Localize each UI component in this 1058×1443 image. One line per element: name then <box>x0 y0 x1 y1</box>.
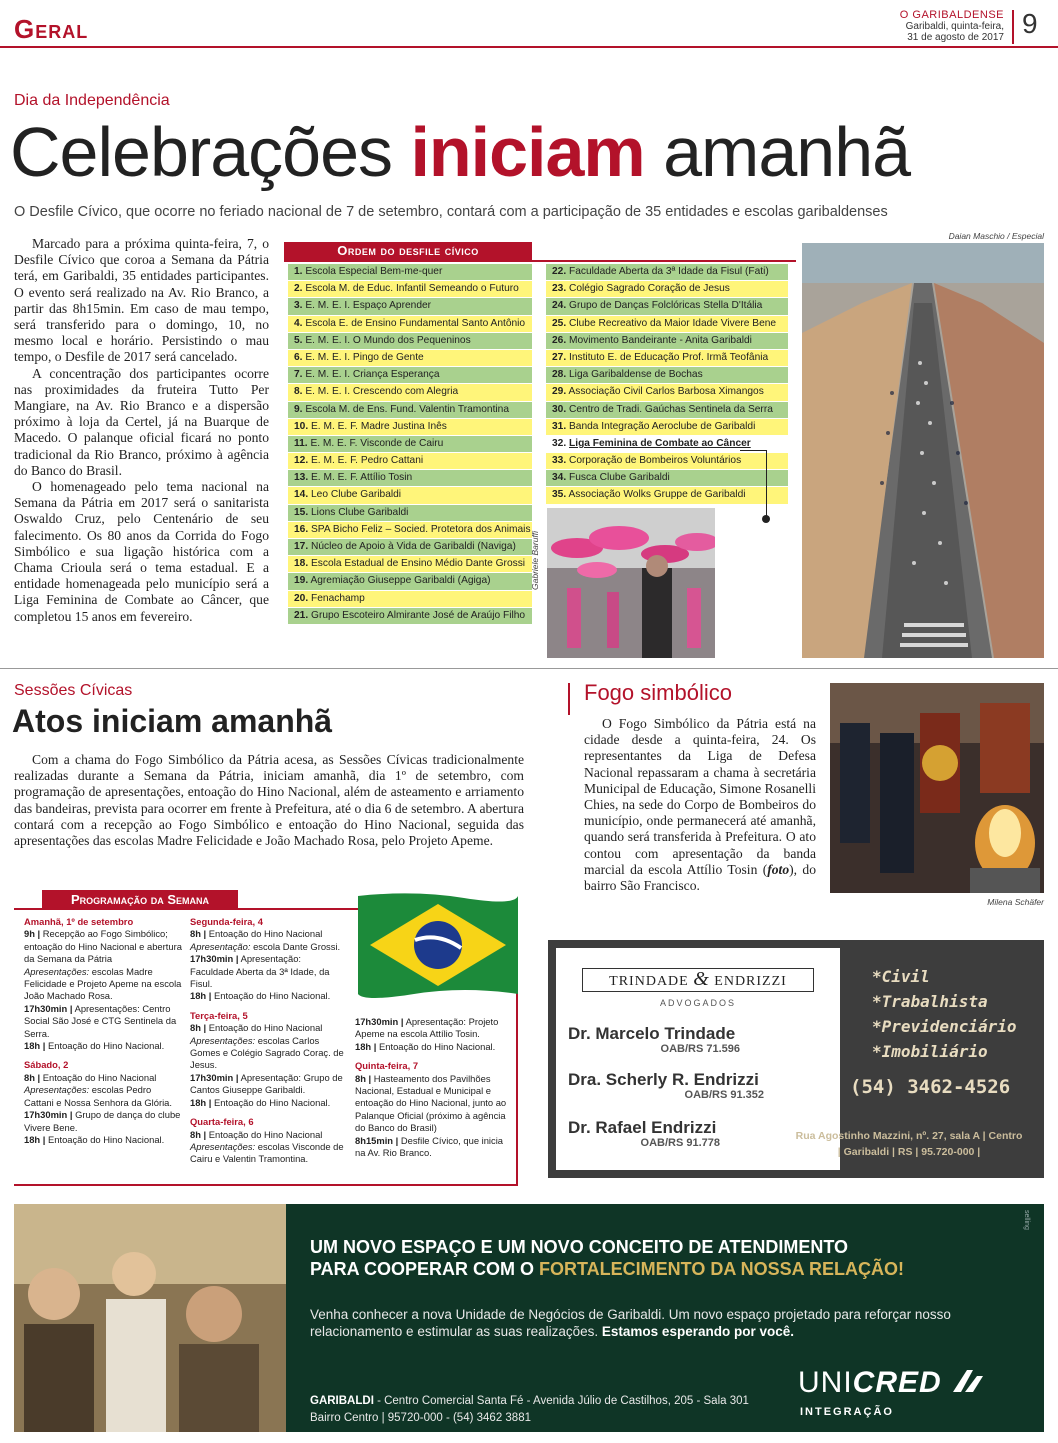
schedule-text: escolas Carlos Gomes e Colégio Sagrado Coraç. de Jesus. <box>190 1034 344 1071</box>
order-entity: Colégio Sagrado Coração de Jesus <box>569 283 730 295</box>
schedule-day: Quarta-feira, 6 <box>190 1116 254 1128</box>
brazil-flag-image <box>354 890 522 1000</box>
schedule-item <box>190 953 346 990</box>
schedule-title: Programação da Semana <box>42 890 238 909</box>
order-item <box>288 298 532 315</box>
schedule-item <box>24 1072 182 1084</box>
schedule-item <box>24 1109 182 1134</box>
paper-name: O GARIBALDENSE <box>899 9 1004 21</box>
schedule-day: Sábado, 2 <box>24 1059 69 1071</box>
order-entity: Liga Garibaldense de Bochas <box>569 369 703 381</box>
order-item <box>546 367 788 384</box>
order-item <box>546 487 788 504</box>
schedule-text: Entoação do Hino Nacional. <box>45 1040 165 1052</box>
schedule-item <box>190 941 346 953</box>
order-number: 6. <box>294 351 303 363</box>
order-item <box>288 573 532 590</box>
headline-part: PARA COOPERAR COM O <box>310 1259 540 1279</box>
order-entity: Banda Integração Aeroclube de Garibaldi <box>569 420 756 432</box>
order-entity: E. M. E. F. Pedro Cattani <box>311 455 424 467</box>
lawyer-oab: OAB/RS 71.596 <box>660 1043 740 1055</box>
headline-part: Celebrações <box>10 113 411 191</box>
order-item <box>288 316 532 333</box>
order-item <box>546 264 788 281</box>
address-line: Rua Agostinho Mazzini, nº. 27, sala A | Centro <box>795 1130 1023 1142</box>
order-number: 8. <box>294 386 303 398</box>
unicred-people-photo <box>14 1204 286 1432</box>
law-firm-subtitle: ADVOGADOS <box>659 998 736 1008</box>
order-entity: Escola Especial Bem-me-quer <box>305 266 443 277</box>
body-text: Venha conhecer a nova Unidade de Negócios de Garibaldi. Um novo espaço projetado para reforçar nosso relacionamento e estimular as suas realizações. <box>310 1307 951 1339</box>
schedule-column <box>24 916 182 1146</box>
order-number: 15. <box>294 506 309 518</box>
article-body <box>584 716 816 894</box>
schedule-time: 18h | <box>24 1040 46 1052</box>
practice-area: *Trabalhista <box>872 992 988 1011</box>
order-item <box>288 539 532 556</box>
lawyer-oab: OAB/RS 91.352 <box>684 1089 764 1101</box>
order-number: 22. <box>552 266 567 277</box>
order-item <box>288 487 532 504</box>
paragraph: Com a chama do Fogo Simbólico da Pátria acesa, as Sessões Cívicas tradicionalmente realizadas durante a Semana da Pátria, iniciam amanhã, dia 1º de setembro, com programação de apresentações, entoação do Hino Nacional, além de asteamento e arriamento das bandeiras, prevista para ocorrer em frente à Prefeitura, até o dia 6 de setembro. A abertura contará com a recepção ao Fogo Simbólico e entoação do Hino Nacional, seguida das apresentações das escolas Madre Felicidade e João Machado Rosa, pelo Projeto Apeme. <box>14 752 524 849</box>
schedule-item <box>24 1003 182 1040</box>
umbrellas-illustration <box>547 508 715 658</box>
order-item <box>288 384 532 401</box>
schedule-item <box>24 1134 182 1146</box>
order-number: 7. <box>294 369 303 381</box>
headline-line: UM NOVO ESPAÇO E UM NOVO CONCEITO DE ATENDIMENTO <box>310 1237 849 1257</box>
text-emphasis: foto <box>767 861 790 877</box>
schedule-column <box>190 916 346 1166</box>
order-entity: E. M. E. I. Espaço Aprender <box>305 300 432 312</box>
headline-line <box>310 1258 904 1280</box>
aerial-illustration <box>802 243 1044 658</box>
order-item <box>546 281 788 298</box>
order-entity: Centro de Tradi. Gaúchas Sentinela da Serra <box>569 403 773 415</box>
order-entity: Leo Clube Garibaldi <box>311 489 402 501</box>
order-item <box>546 402 788 419</box>
schedule-day: Terça-feira, 5 <box>190 1009 248 1021</box>
order-item <box>288 367 532 384</box>
dateline-date: 31 de agosto de 2017 <box>907 32 1004 43</box>
unicred-logo <box>798 1366 985 1400</box>
schedule-time: 17h30min | <box>190 953 239 965</box>
order-number: 29. <box>552 386 567 398</box>
order-item <box>288 281 532 298</box>
page-number: 9 <box>1022 8 1038 39</box>
schedule-text: escolas Pedro Cattani e Nossa Senhora da Glória. <box>24 1084 172 1108</box>
headline-part: amanhã <box>644 113 911 191</box>
schedule-day: Quinta-feira, 7 <box>355 1060 419 1072</box>
paragraph: Marcado para a próxima quinta-feira, 7, o Desfile Cívico que coroa a Semana da Pátria terá, em Garibaldi, 35 entidades participantes. O evento será realizado na Av. Rio Branco, a partir das 8h15min. Em caso de mau tempo, será transferido para o domingo, 10, no mesmo local e horário. Persistindo o mau tempo, o Desfile de 2017 será cancelado. <box>14 236 269 365</box>
schedule-time: 17h30min | <box>24 1002 73 1014</box>
schedule-day: Segunda-feira, 4 <box>190 916 263 927</box>
address-line: | Garibaldi | RS | 95.720-000 | <box>837 1146 981 1158</box>
order-number: 24. <box>552 300 567 312</box>
schedule-day: Amanhã, 1º de setembro <box>24 916 134 927</box>
schedule-label: Apresentações: <box>190 1034 256 1046</box>
address-line: Bairro Centro | 95720-000 - (54) 3462 3881 <box>310 1412 531 1424</box>
schedule-time: 18h | <box>24 1133 46 1145</box>
order-item <box>546 453 788 470</box>
text-part: O Fogo Simbólico da Pátria está na cidade desde a quinta-feira, 24. Os representantes da Liga de Defesa Nacional repassaram a chama à secretária Municipal de Educação, Simone Rosanelli Chies, na sede do Corpo de Bombeiros do município, onde permanecerá até amanhã, quando será transferida à Prefeitura. O ato contou com apresentação da banda marcial da escola Attílio Tosin ( <box>584 716 816 877</box>
lawyer-name: Dr. Rafael Endrizzi <box>568 1118 717 1137</box>
practice-area: *Civil <box>872 967 930 986</box>
callout-line <box>766 450 767 520</box>
paragraph: A concentração dos participantes ocorre nas proximidades da fruteira Tutto Per Mangiare, na Av. Rio Branco e a dispersão próximo à loja da Certel, já na Buarque de Macedo. O palanque oficial ficará no ponto tradicional da Rio Branco, próximo à agência do Banco do Brasil. <box>14 365 269 478</box>
callout-dot <box>762 515 770 523</box>
practice-area: *Previdenciário <box>872 1017 1017 1036</box>
order-item <box>288 436 532 453</box>
law-firm-name <box>582 968 814 992</box>
agency-mark: selling <box>1023 1210 1030 1230</box>
order-entity: Movimento Bandeirante - Anita Garibaldi <box>569 334 752 346</box>
order-item <box>288 470 532 487</box>
law-phone[interactable]: (54) 3462-4526 <box>850 1076 1011 1098</box>
order-number: 34. <box>552 472 567 484</box>
schedule-time: 17h30min | <box>355 1016 404 1027</box>
address-line <box>310 1393 749 1410</box>
schedule-text: escolas Visconde de Cairu e Valentin Tramontina. <box>190 1140 344 1165</box>
order-number: 5. <box>294 334 303 346</box>
order-number: 13. <box>294 472 309 484</box>
order-item <box>546 470 788 487</box>
order-entity: Lions Clube Garibaldi <box>311 506 409 518</box>
firm-name-part: TRINDADE <box>609 974 689 989</box>
order-entity: Escola M. de Educ. Infantil Semeando o Futuro <box>305 283 519 295</box>
schedule-time: 17h30min | <box>24 1109 73 1121</box>
order-item <box>546 384 788 401</box>
order-title: Ordem do desfile cívico <box>284 242 532 260</box>
article-headline <box>10 110 910 194</box>
schedule-time: 17h30min | <box>190 1071 239 1083</box>
order-item <box>546 298 788 315</box>
schedule-border <box>14 1184 518 1186</box>
schedule-item <box>355 1016 510 1041</box>
order-entity: Corporação de Bombeiros Voluntários <box>569 455 742 467</box>
header-rule <box>0 46 1058 48</box>
schedule-time: 8h | <box>355 1072 372 1084</box>
order-number: 27. <box>552 351 567 363</box>
paper-info <box>900 10 1004 43</box>
order-item <box>288 505 532 522</box>
schedule-item <box>355 1135 510 1160</box>
order-number: 32. <box>552 437 567 449</box>
order-number: 21. <box>294 609 309 621</box>
headline-highlight: FORTALECIMENTO DA NOSSA RELAÇÃO! <box>539 1259 905 1279</box>
order-number: 14. <box>294 489 309 501</box>
schedule-time: 8h | <box>190 928 207 940</box>
schedule-text: Entoação do Hino Nacional. <box>211 990 331 1002</box>
order-entity: Escola E. de Ensino Fundamental Santo Antônio <box>305 317 526 329</box>
order-item <box>288 608 532 625</box>
order-number: 20. <box>294 592 309 604</box>
order-number: 12. <box>294 455 309 467</box>
order-entity: Grupo de Danças Folclóricas Stella D'Itália <box>569 300 763 312</box>
schedule-text: Entoação do Hino Nacional <box>206 928 323 940</box>
schedule-text: Apresentação: Grupo de Cantos Giuseppe Garibaldi. <box>190 1071 343 1096</box>
schedule-text: Entoação do Hino Nacional <box>206 1022 323 1034</box>
callout-line <box>740 450 767 451</box>
order-entity: E. M. E. F. Madre Justina Inês <box>311 420 447 432</box>
schedule-text: Entoação do Hino Nacional. <box>376 1040 496 1052</box>
order-number: 4. <box>294 317 303 329</box>
logo-part: UNI <box>798 1366 853 1399</box>
article-body <box>14 752 524 849</box>
order-entity: Associação Civil Carlos Barbosa Ximangos <box>568 386 764 398</box>
schedule-text: Apresentação: Projeto Apeme na escola Attílio Tosin. <box>355 1016 499 1040</box>
body-emphasis: Estamos esperando por você. <box>601 1324 794 1339</box>
order-entity: Núcleo de Apoio à Vida de Garibaldi (Naviga) <box>311 541 516 552</box>
schedule-text: escola Dante Grossi. <box>250 940 341 952</box>
article-kicker: Sessões Cívicas <box>14 682 133 699</box>
order-number: 10. <box>294 420 309 432</box>
order-number: 23. <box>552 283 567 295</box>
article-body <box>14 236 269 625</box>
order-number: 1. <box>294 266 303 277</box>
order-number: 26. <box>552 334 567 346</box>
order-entity: Associação Wolks Gruppe de Garibaldi <box>568 489 746 501</box>
order-entity: Instituto E. de Educação Prof. Irmã Teofânia <box>569 351 769 363</box>
order-number: 30. <box>552 403 567 415</box>
order-entity: Faculdade Aberta da 3ª Idade da Fisul (Fati) <box>569 266 769 277</box>
schedule-text: Entoação do Hino Nacional. <box>45 1133 165 1145</box>
order-entity: E. M. E. F. Attílio Tosin <box>311 472 413 484</box>
order-item <box>288 591 532 608</box>
schedule-text: Entoação do Hino Nacional <box>40 1071 157 1083</box>
schedule-item <box>24 966 182 1003</box>
schedule-item <box>190 1097 346 1109</box>
order-number: 28. <box>552 369 567 381</box>
symbolic-fire-photo <box>830 683 1044 893</box>
schedule-item <box>190 1072 346 1097</box>
order-entity: Liga Feminina de Combate ao Câncer <box>569 437 751 449</box>
order-list-left <box>288 264 532 625</box>
order-item <box>288 264 532 281</box>
schedule-item <box>24 1084 182 1109</box>
order-number: 17. <box>294 541 309 552</box>
schedule-text: Entoação do Hino Nacional <box>206 1128 323 1140</box>
practice-areas <box>872 964 1017 1064</box>
schedule-text: Hasteamento dos Pavilhões Nacional, Estadual e Municipal e entoação do Hino Nacional, junto ao Palanque Oficial (próximo à agência do Banco do Brasil) <box>355 1072 507 1134</box>
order-item <box>288 556 532 573</box>
firm-ampersand: & <box>693 968 710 990</box>
order-item <box>546 350 788 367</box>
order-item <box>288 419 532 436</box>
schedule-text: Desfile Cívico, que inicia na Av. Rio Branco. <box>355 1134 503 1159</box>
order-entity: Fenachamp <box>311 592 365 604</box>
order-entity: E. M. E. F. Visconde de Cairu <box>310 437 444 449</box>
article-headline: Fogo simbólico <box>584 680 732 705</box>
schedule-time: 8h | <box>190 1022 207 1034</box>
order-item <box>288 453 532 470</box>
order-item <box>546 333 788 350</box>
order-number: 11. <box>294 437 308 449</box>
schedule-item <box>190 928 346 940</box>
practice-area: *Imobiliário <box>872 1042 988 1061</box>
address-text: - Centro Comercial Santa Fé - Avenida Júlio de Castilhos, 205 - Sala 301 <box>373 1395 749 1407</box>
order-entity: Escola Estadual de Ensino Médio Dante Grossi <box>311 558 526 570</box>
dateline: Garibaldi, quinta-feira, <box>905 21 1004 32</box>
order-entity: Grupo Escoteiro Almirante José de Araújo Filho <box>311 609 526 621</box>
order-rule <box>284 260 796 262</box>
people-illustration <box>14 1204 286 1432</box>
order-entity: E. M. E. I. Criança Esperança <box>305 369 440 381</box>
schedule-text: Grupo de dança do clube Vivere Bene. <box>24 1109 181 1133</box>
order-number: 3. <box>294 300 303 312</box>
order-entity: SPA Bicho Feliz – Socied. Protetora dos Animais <box>311 523 531 535</box>
schedule-text: escolas Madre Felicidade e Projeto Apeme na escola João Machado Rosa. <box>24 965 182 1002</box>
photo-credit: Gabriele Baruffi <box>530 530 540 590</box>
schedule-item <box>355 1073 510 1135</box>
lawyer-name: Dra. Scherly R. Endrizzi <box>568 1070 759 1089</box>
order-number: 35. <box>552 489 567 501</box>
schedule-time: 18h | <box>355 1040 377 1052</box>
unicred-symbol-icon <box>951 1368 985 1394</box>
unicred-body <box>310 1306 990 1340</box>
schedule-time: 9h | <box>24 928 41 940</box>
order-number: 19. <box>294 575 309 587</box>
schedule-item <box>190 1035 346 1072</box>
article-headline: Atos iniciam amanhã <box>12 703 333 739</box>
order-item <box>288 402 532 419</box>
schedule-text: Entoação do Hino Nacional. <box>211 1096 331 1108</box>
schedule-item <box>190 1129 346 1141</box>
lawyer-name: Dr. Marcelo Trindade <box>568 1024 736 1043</box>
order-entity: Clube Recreativo da Maior Idade Vivere Bene <box>569 317 777 329</box>
law-address <box>786 1128 1032 1160</box>
order-item <box>546 316 788 333</box>
order-entity: Escola M. de Ens. Fund. Valentin Tramontina <box>305 403 510 415</box>
article-kicker: Dia da Independência <box>14 92 170 109</box>
title-accent-bar <box>568 683 570 715</box>
schedule-time: 8h | <box>24 1071 41 1083</box>
schedule-item <box>190 990 346 1002</box>
order-list-right <box>546 264 788 505</box>
order-number: 31. <box>552 420 567 432</box>
schedule-time: 8h | <box>190 1128 207 1140</box>
order-item <box>288 522 532 539</box>
firm-name-part: ENDRIZZI <box>714 974 787 989</box>
flag-icon <box>354 890 522 1000</box>
order-entity: Agremiação Giuseppe Garibaldi (Agiga) <box>310 575 491 587</box>
paragraph <box>584 716 816 894</box>
order-entity: E. M. E. I. Pingo de Gente <box>305 351 424 363</box>
logo-part: CRED <box>852 1366 942 1399</box>
schedule-text: Apresentação: Faculdade Aberta da 3ª Idade, da Fisul. <box>190 953 330 990</box>
order-number: 16. <box>294 523 309 535</box>
section-title: Geral <box>14 14 89 44</box>
photo-credit: Milena Schäfer <box>987 897 1044 907</box>
schedule-text: Recepção ao Fogo Simbólico; entoação do Hino Nacional e abertura da Semana da Pátria <box>24 928 182 965</box>
lawyer-oab: OAB/RS 91.778 <box>640 1137 720 1149</box>
headline-highlight: iniciam <box>410 113 645 191</box>
schedule-time: 18h | <box>190 990 212 1002</box>
unicred-headline <box>310 1236 904 1280</box>
header-separator <box>1012 10 1014 44</box>
order-item <box>546 419 788 436</box>
schedule-text: Apresentações: Centro Social São José e CTG Sentinela da Serra. <box>24 1002 177 1039</box>
article-subhead: O Desfile Cívico, que ocorre no feriado nacional de 7 de setembro, contará com a participação de 35 entidades e escolas garibaldenses <box>14 204 888 220</box>
photo-credit: Daian Maschio / Especial <box>948 231 1044 241</box>
order-item <box>288 333 532 350</box>
schedule-item <box>24 928 182 965</box>
order-number: 9. <box>294 403 303 415</box>
schedule-item <box>190 1141 346 1166</box>
schedule-time: 18h | <box>190 1096 212 1108</box>
section-divider <box>0 668 1058 669</box>
address-label: GARIBALDI <box>310 1395 374 1407</box>
order-entity: Fusca Clube Garibaldi <box>569 472 670 484</box>
schedule-column <box>355 1016 510 1159</box>
unicred-logo-subtitle: INTEGRAÇÃO <box>800 1406 894 1418</box>
order-item <box>288 350 532 367</box>
schedule-item <box>190 1022 346 1034</box>
parade-umbrellas-photo <box>547 508 715 658</box>
schedule-item <box>24 1040 182 1052</box>
paragraph: O homenageado pelo tema nacional na Semana da Pátria em 2017 será o sanitarista Oswaldo Cruz, pelo Centenário de seu falecimento. Os 80 anos da Corrida do Fogo Simbólico e sua ligação histórica com a Chama Crioula será o tema estadual. E a entidade homenageada pelo município será a Liga Feminina de Combate ao Câncer, que completou 15 anos em fevereiro. <box>14 479 269 624</box>
schedule-label: Apresentações: <box>24 965 90 977</box>
text-part: ), do bairro São Francisco. <box>584 861 816 894</box>
schedule-time: 8h15min | <box>355 1134 399 1146</box>
unicred-address <box>310 1393 749 1427</box>
aerial-parade-photo <box>802 243 1044 658</box>
schedule-label: Apresentação: <box>190 940 251 952</box>
order-number: 25. <box>552 317 567 329</box>
schedule-item <box>355 1041 510 1053</box>
schedule-label: Apresentações: <box>24 1084 90 1096</box>
schedule-label: Apresentações: <box>190 1140 256 1152</box>
order-number: 18. <box>294 558 309 570</box>
order-number: 33. <box>552 455 567 467</box>
order-number: 2. <box>294 283 303 295</box>
order-entity: E. M. E. I. Crescendo com Alegria <box>305 386 459 398</box>
fire-illustration <box>830 683 1044 893</box>
order-entity: E. M. E. I. O Mundo dos Pequeninos <box>305 334 471 346</box>
